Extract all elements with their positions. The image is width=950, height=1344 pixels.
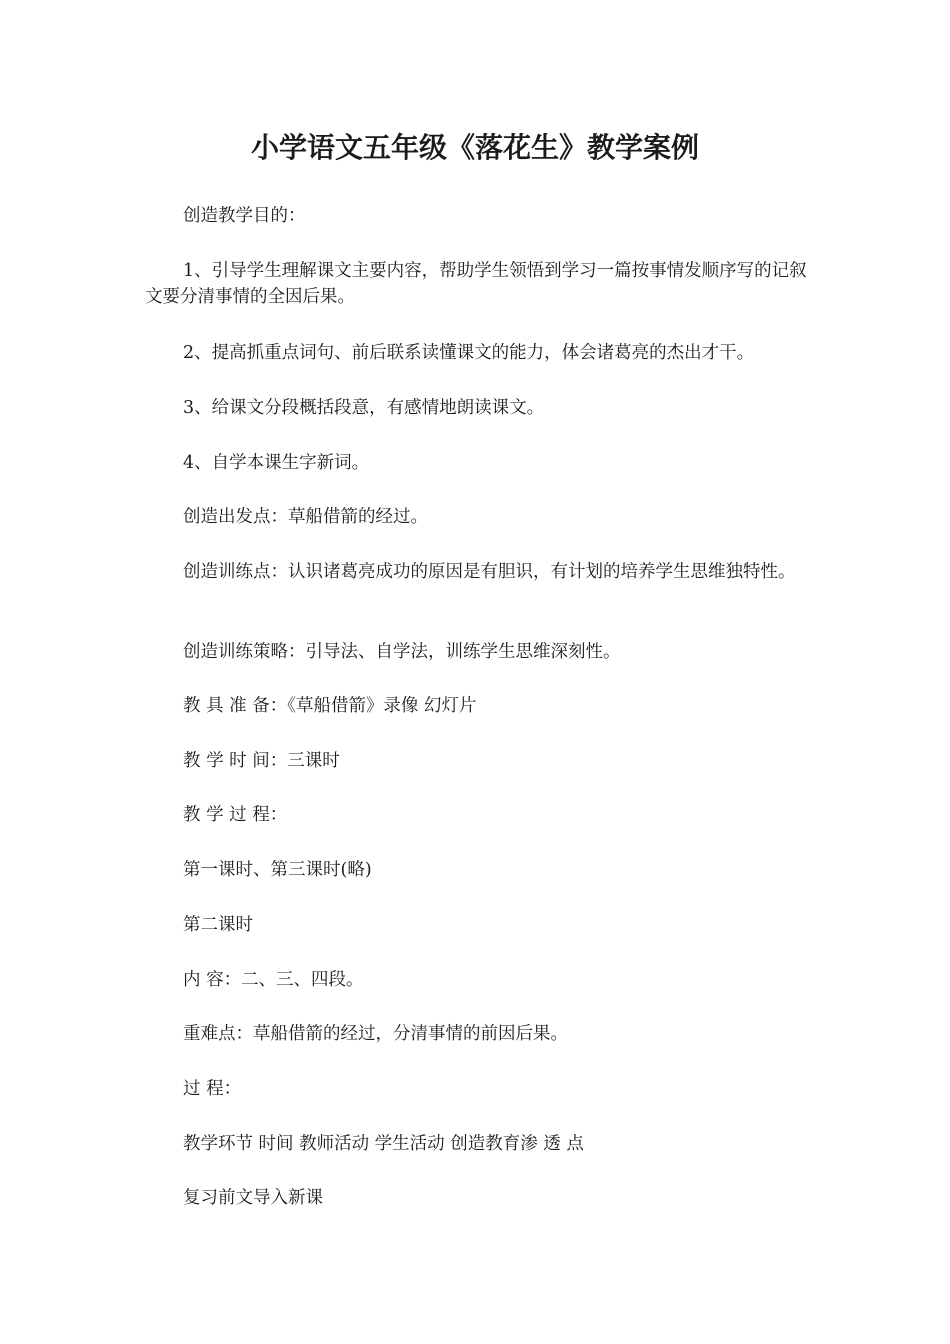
paragraph: 教 学 过 程：: [183, 805, 288, 825]
paragraph: 教学环节 时间 教师活动 学生活动 创造教育渗 透 点: [183, 1134, 584, 1154]
document-title: 小学语文五年级《落花生》教学案例: [250, 131, 699, 164]
paragraph: 创造训练策略：引导法、自学法，训练学生思维深刻性。: [183, 642, 621, 662]
paragraph: 教 学 时 间：三课时: [183, 751, 340, 771]
paragraph: 第一课时、第三课时(略): [183, 860, 372, 880]
paragraph: 创造出发点：草船借箭的经过。: [183, 507, 428, 527]
paragraph: 创造教学目的：: [183, 206, 306, 226]
paragraph: 过 程：: [183, 1079, 242, 1099]
paragraph: 创造训练点：认识诸葛亮成功的原因是有胆识，有计划的培养学生思维独特性。: [183, 562, 796, 582]
paragraph: 复习前文导入新课: [183, 1188, 323, 1208]
paragraph: 2、提高抓重点词句、前后联系读懂课文的能力，体会诸葛亮的杰出才干。: [183, 343, 755, 363]
paragraph: 3、给课文分段概括段意，有感情地朗读课文。: [183, 398, 545, 418]
paragraph: 教 具 准 备：《草船借箭》录像 幻灯片: [183, 696, 477, 716]
paragraph: 内 容：二、三、四段。: [183, 970, 364, 990]
paragraph: 第二课时: [183, 915, 253, 935]
paragraph: 4、自学本课生字新词。: [183, 453, 370, 473]
paragraph: 1、引导学生理解课文主要内容，帮助学生领悟到学习一篇按事情发顺序写的记叙文要分清事情的全因后果。: [145, 261, 807, 307]
paragraph: 重难点：草船借箭的经过，分清事情的前因后果。: [183, 1024, 568, 1044]
